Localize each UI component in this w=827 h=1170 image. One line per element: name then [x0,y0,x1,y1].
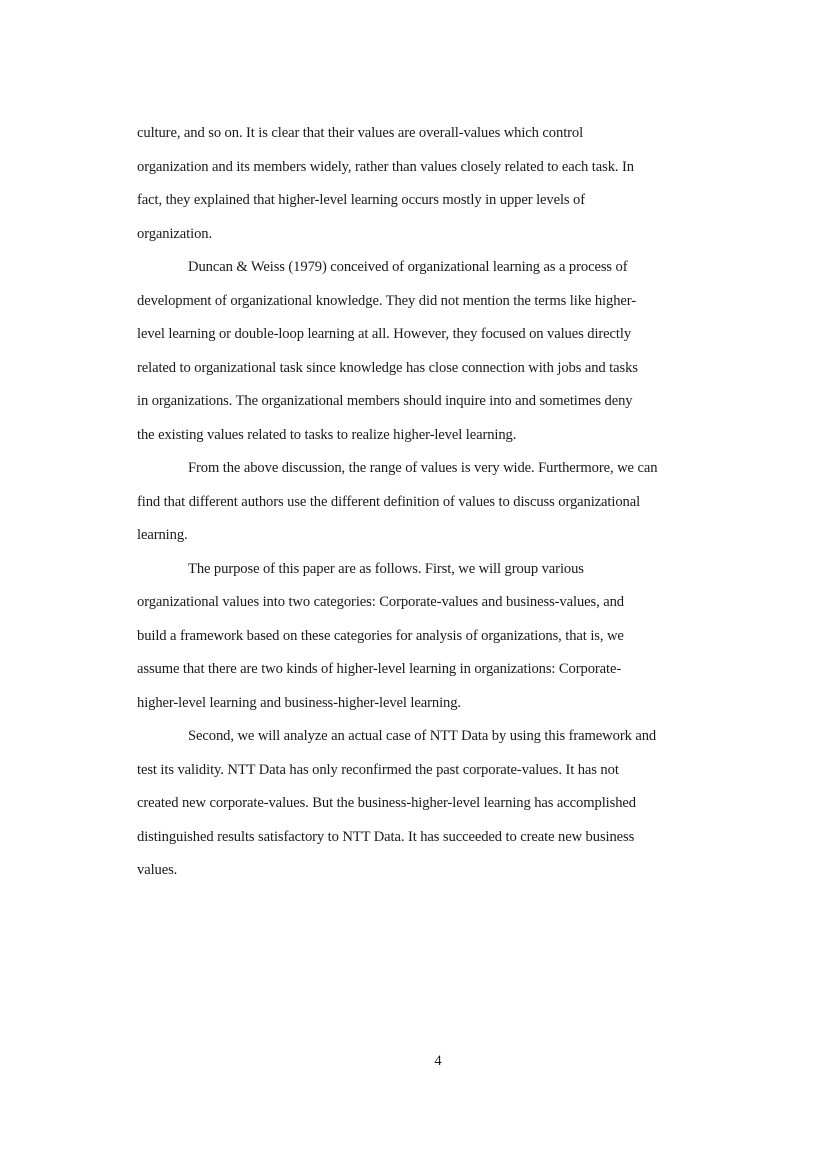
page-number: 4 [434,1053,442,1069]
body-text [137,117,737,888]
text-line: created new corporate-values. But the business-higher-level learning has accomplished [137,795,636,811]
text-line: culture, and so on. It is clear that their values are overall-values which control [137,125,584,141]
text-line: learning. [137,527,188,543]
text-line: Second, we will analyze an actual case of NTT Data by using this framework and [188,728,657,744]
text-line: level learning or double-loop learning at all. However, they focused on values directly [137,326,632,342]
text-line: the existing values related to tasks to realize higher-level learning. [137,426,517,443]
text-line: related to organizational task since knowledge has close connection with jobs and tasks [137,359,638,376]
text-line: higher-level learning and business-higher-level learning. [137,694,461,711]
text-line: organization and its members widely, rather than values closely related to each task. In [137,158,634,175]
text-line: values. [137,862,178,878]
text-line: development of organizational knowledge. They did not mention the terms like higher- [137,292,636,309]
text-line: in organizations. The organizational members should inquire into and sometimes deny [137,393,633,409]
text-line: find that different authors use the different definition of values to discuss organizational [137,493,641,510]
text-line: build a framework based on these categories for analysis of organizations, that is, we [137,627,624,644]
text-line: fact, they explained that higher-level learning occurs mostly in upper levels of [137,192,586,208]
text-line: From the above discussion, the range of values is very wide. Furthermore, we can [188,460,658,476]
text-line: distinguished results satisfactory to NTT Data. It has succeeded to create new business [137,828,635,845]
text-line: assume that there are two kinds of higher-level learning in organizations: Corporate- [137,661,622,677]
text-line: Duncan & Weiss (1979) conceived of organizational learning as a process of [188,259,628,275]
text-line: test its validity. NTT Data has only reconfirmed the past corporate-values. It has not [137,761,619,778]
text-line: organizational values into two categories: Corporate-values and business-values, and [137,594,624,610]
text-line: organization. [137,225,213,242]
text-line: The purpose of this paper are as follows. First, we will group various [188,560,584,577]
